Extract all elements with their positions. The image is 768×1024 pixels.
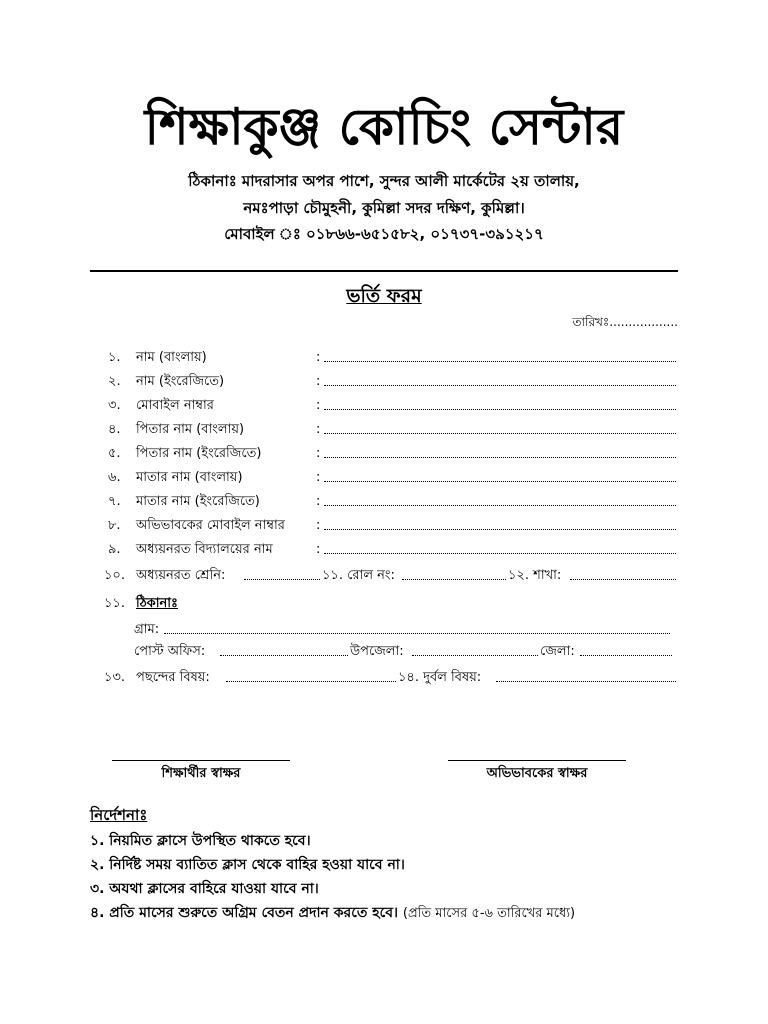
field-colon: : bbox=[316, 470, 321, 485]
guardian-signature-label: অভিভাবকের স্বাক্ষর bbox=[486, 766, 588, 781]
subjects-row bbox=[104, 668, 676, 688]
instructions-heading: নির্দেশনাঃ bbox=[90, 806, 148, 824]
name-english-input[interactable] bbox=[324, 379, 676, 386]
field-row-mother-bangla bbox=[108, 468, 676, 488]
mobile-input[interactable] bbox=[324, 403, 676, 410]
field-label: মাতার নাম (ইংরেজিতে) bbox=[136, 494, 260, 509]
field-row-father-bangla bbox=[108, 420, 676, 440]
class-input[interactable] bbox=[244, 573, 320, 580]
field-number: ১১. bbox=[104, 596, 126, 611]
field-number: ১. bbox=[108, 350, 121, 365]
father-name-bangla-input[interactable] bbox=[324, 427, 676, 434]
field-label: অভিভাবকের মোবাইল নাম্বার bbox=[136, 518, 285, 533]
center-title: শিক্ষাকুঞ্জ কোচিং সেন্টার bbox=[144, 98, 624, 156]
address-line-2: নমঃপাড়া চৌমুহনী, কুমিল্লা সদর দক্ষিণ, কুমিল্লা। bbox=[243, 199, 525, 217]
favorite-subject-label: পছন্দের বিষয়: bbox=[136, 670, 210, 685]
school-name-input[interactable] bbox=[324, 547, 676, 554]
field-label: পিতার নাম (বাংলায়) bbox=[136, 422, 245, 437]
post-upazila-district-row bbox=[134, 642, 676, 662]
header-divider bbox=[90, 270, 678, 272]
address-line-1: ঠিকানাঃ মাদরাসার অপর পাশে, সুন্দর আলী মার্কেটের ২য় তালায়, bbox=[188, 172, 580, 190]
roll-input[interactable] bbox=[402, 573, 506, 580]
field-number: ৯. bbox=[108, 542, 121, 557]
field-row-mother-english bbox=[108, 492, 676, 512]
field-colon: : bbox=[316, 398, 321, 413]
field-number: ৬. bbox=[108, 470, 121, 485]
field-label: পিতার নাম (ইংরেজিতে) bbox=[136, 446, 262, 461]
field-row-father-english bbox=[108, 444, 676, 464]
name-bangla-input[interactable] bbox=[324, 355, 676, 362]
field-colon: : bbox=[316, 350, 321, 365]
instruction-item: ১. নিয়মিত ক্লাসে উপস্থিত থাকতে হবে। bbox=[90, 833, 311, 849]
field-number: ১০. bbox=[104, 568, 126, 583]
field-label: অধ্যয়নরত বিদ্যালয়ের নাম bbox=[136, 542, 273, 557]
field-number: ৫. bbox=[108, 446, 121, 461]
mother-name-english-input[interactable] bbox=[324, 499, 676, 506]
mother-name-bangla-input[interactable] bbox=[324, 475, 676, 482]
field-colon: : bbox=[316, 518, 321, 533]
village-label: গ্রাম: bbox=[134, 622, 160, 637]
guardian-mobile-input[interactable] bbox=[324, 523, 676, 530]
address-heading: ঠিকানাঃ bbox=[136, 596, 178, 611]
instruction-item-fee bbox=[90, 902, 575, 925]
field-label: নাম (বাংলায়) bbox=[136, 350, 207, 365]
field-colon: : bbox=[316, 422, 321, 437]
post-office-input[interactable] bbox=[220, 649, 348, 656]
form-title: ভর্তি ফরম bbox=[346, 285, 422, 307]
field-colon: : bbox=[316, 542, 321, 557]
field-row-name-bangla bbox=[108, 348, 676, 368]
student-signature-line[interactable] bbox=[112, 760, 290, 761]
field-label: মোবাইল নাম্বার bbox=[136, 398, 214, 413]
field-row-class-roll-section bbox=[104, 566, 676, 586]
weak-subject-label: ১৪. দুর্বল বিষয়: bbox=[398, 670, 482, 685]
upazila-input[interactable] bbox=[412, 649, 538, 656]
field-row-name-english bbox=[108, 372, 676, 392]
field-number: ৮. bbox=[108, 518, 121, 533]
instruction-item: ২. নির্দিষ্ট সময় ব্যাতিত ক্লাস থেকে বাহির হওয়া যাবে না। bbox=[90, 857, 405, 873]
field-label: নাম (ইংরেজিতে) bbox=[136, 374, 225, 389]
instruction-item: ৪. প্রতি মাসের শুরুতে অগ্রিম বেতন প্রদান করতে হবে। bbox=[90, 905, 399, 921]
student-signature-label: শিক্ষার্থীর স্বাক্ষর bbox=[161, 766, 241, 781]
field-colon: : bbox=[316, 446, 321, 461]
field-number: ১৩. bbox=[104, 670, 126, 685]
field-number: ৩. bbox=[108, 398, 121, 413]
class-label: অধ্যয়নরত শ্রেনি: bbox=[136, 568, 226, 583]
date-field[interactable]: তারিখঃ.................. bbox=[572, 315, 678, 329]
village-row bbox=[134, 620, 676, 640]
field-label: মাতার নাম (বাংলায়) bbox=[136, 470, 243, 485]
post-office-label: পোস্ট অফিস: bbox=[134, 644, 206, 659]
guardian-signature-line[interactable] bbox=[448, 760, 626, 761]
field-number: ৪. bbox=[108, 422, 121, 437]
district-input[interactable] bbox=[580, 649, 672, 656]
favorite-subject-input[interactable] bbox=[226, 675, 396, 682]
field-number: ২. bbox=[108, 374, 121, 389]
field-row-guardian-mobile bbox=[108, 516, 676, 536]
weak-subject-input[interactable] bbox=[496, 675, 676, 682]
section-label: ১২. শাখা: bbox=[508, 568, 562, 583]
roll-label: ১১. রোল নং: bbox=[322, 568, 395, 583]
field-number: ৭. bbox=[108, 494, 121, 509]
section-input[interactable] bbox=[570, 573, 676, 580]
field-colon: : bbox=[316, 494, 321, 509]
address-heading-row bbox=[104, 594, 676, 614]
mobile-numbers: মোবাইল ঃ ০১৮৬৬-৬৫১৫৮২, ০১৭৩৭-৩৯১২১৭ bbox=[224, 225, 544, 243]
father-name-english-input[interactable] bbox=[324, 451, 676, 458]
field-row-school bbox=[108, 540, 676, 560]
instruction-item: ৩. অযথা ক্লাসের বাহিরে যাওয়া যাবে না। bbox=[90, 881, 319, 897]
instruction-note: (প্রতি মাসের ৫-৬ তারিখের মধ্যে) bbox=[402, 906, 576, 921]
field-row-mobile bbox=[108, 396, 676, 416]
upazila-label: উপজেলা: bbox=[350, 644, 404, 659]
village-input[interactable] bbox=[164, 627, 670, 634]
district-label: জেলা: bbox=[540, 644, 575, 659]
field-colon: : bbox=[316, 374, 321, 389]
